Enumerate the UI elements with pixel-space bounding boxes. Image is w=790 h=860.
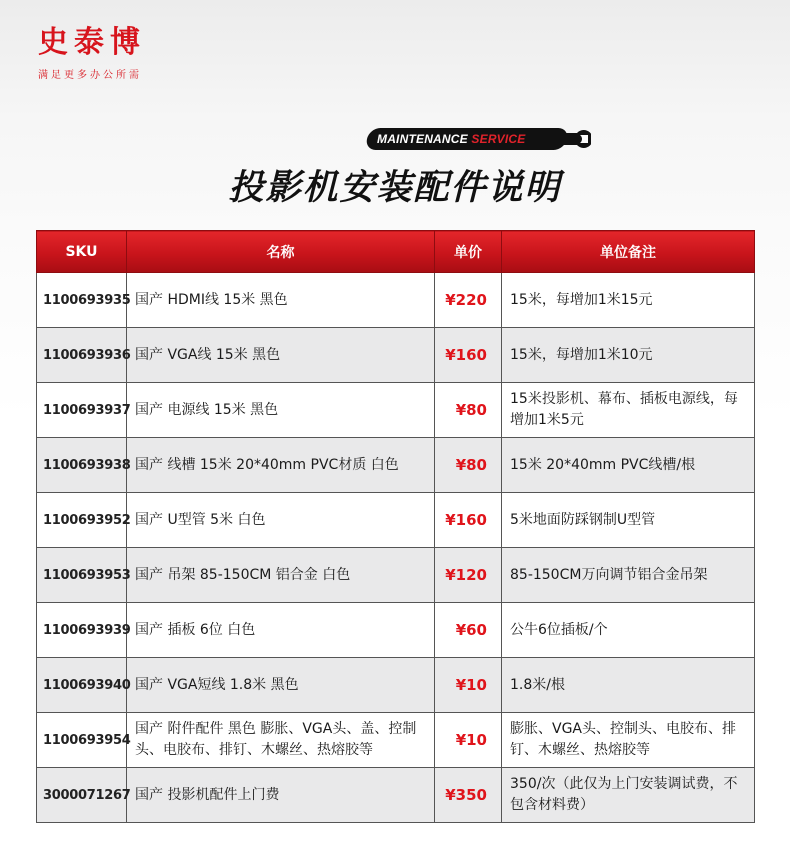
cell-price: ¥60 [435, 603, 502, 658]
cell-sku: 1100693952 [37, 493, 127, 548]
table-header-row [37, 231, 755, 273]
column-header-sku: SKU [37, 231, 127, 273]
table-row [37, 273, 755, 328]
table-row [37, 438, 755, 493]
cell-note: 350/次（此仅为上门安装调试费，不包含材料费） [502, 768, 755, 823]
cell-note: 15米 20*40mm PVC线槽/根 [502, 438, 755, 493]
cell-name: 国产 线槽 15米 20*40mm PVC材质 白色 [127, 438, 435, 493]
cell-price: ¥10 [435, 713, 502, 768]
cell-sku: 1100693940 [37, 658, 127, 713]
brand-logo [38, 26, 146, 81]
cell-sku: 1100693935 [37, 273, 127, 328]
cell-sku: 1100693938 [37, 438, 127, 493]
brand-slogan: 满足更多办公所需 [38, 70, 142, 81]
cell-note: 1.8米/根 [502, 658, 755, 713]
column-header-price: 单价 [435, 231, 502, 273]
badge-text [377, 129, 526, 149]
cell-price: ¥160 [435, 493, 502, 548]
cell-name: 国产 电源线 15米 黑色 [127, 383, 435, 438]
table-row [37, 328, 755, 383]
table-row [37, 603, 755, 658]
table-body [37, 273, 755, 823]
cell-note: 85-150CM万向调节铝合金吊架 [502, 548, 755, 603]
cell-note: 15米，每增加1米15元 [502, 273, 755, 328]
cell-name: 国产 HDMI线 15米 黑色 [127, 273, 435, 328]
cell-note: 5米地面防踩钢制U型管 [502, 493, 755, 548]
cell-name: 国产 U型管 5米 白色 [127, 493, 435, 548]
cell-price: ¥80 [435, 438, 502, 493]
brand-name: 史泰博 [38, 25, 146, 60]
cell-note: 15米投影机、幕布、插板电源线，每增加1米5元 [502, 383, 755, 438]
page-title: 投影机安装配件说明 [228, 168, 562, 208]
table-row [37, 713, 755, 768]
cell-price: ¥120 [435, 548, 502, 603]
column-header-name: 名称 [127, 231, 435, 273]
cell-note: 公牛6位插板/个 [502, 603, 755, 658]
cell-sku: 1100693939 [37, 603, 127, 658]
cell-price: ¥350 [435, 768, 502, 823]
cell-sku: 1100693953 [37, 548, 127, 603]
cell-name: 国产 插板 6位 白色 [127, 603, 435, 658]
cell-name: 国产 VGA短线 1.8米 黑色 [127, 658, 435, 713]
accessories-table [36, 230, 755, 823]
table-row [37, 768, 755, 823]
cell-sku: 1100693937 [37, 383, 127, 438]
cell-note: 膨胀、VGA头、控制头、电胶布、排钉、木螺丝、热熔胶等 [502, 713, 755, 768]
cell-name: 国产 投影机配件上门费 [127, 768, 435, 823]
cell-sku: 1100693954 [37, 713, 127, 768]
column-header-note: 单位备注 [502, 231, 755, 273]
cell-name: 国产 附件配件 黑色 膨胀、VGA头、盖、控制头、电胶布、排钉、木螺丝、热熔胶等 [127, 713, 435, 768]
maintenance-service-badge [367, 126, 589, 152]
cell-sku: 1100693936 [37, 328, 127, 383]
cell-name: 国产 VGA线 15米 黑色 [127, 328, 435, 383]
table-row [37, 493, 755, 548]
cell-sku: 3000071267 [37, 768, 127, 823]
table-row [37, 658, 755, 713]
cell-price: ¥10 [435, 658, 502, 713]
table-row [37, 383, 755, 438]
cell-price: ¥80 [435, 383, 502, 438]
table-row [37, 548, 755, 603]
cell-name: 国产 吊架 85-150CM 铝合金 白色 [127, 548, 435, 603]
cell-price: ¥220 [435, 273, 502, 328]
wrench-icon [555, 126, 591, 152]
cell-price: ¥160 [435, 328, 502, 383]
cell-note: 15米，每增加1米10元 [502, 328, 755, 383]
badge-text-accent: SERVICE [471, 132, 526, 146]
badge-text-main: MAINTENANCE [377, 132, 472, 146]
